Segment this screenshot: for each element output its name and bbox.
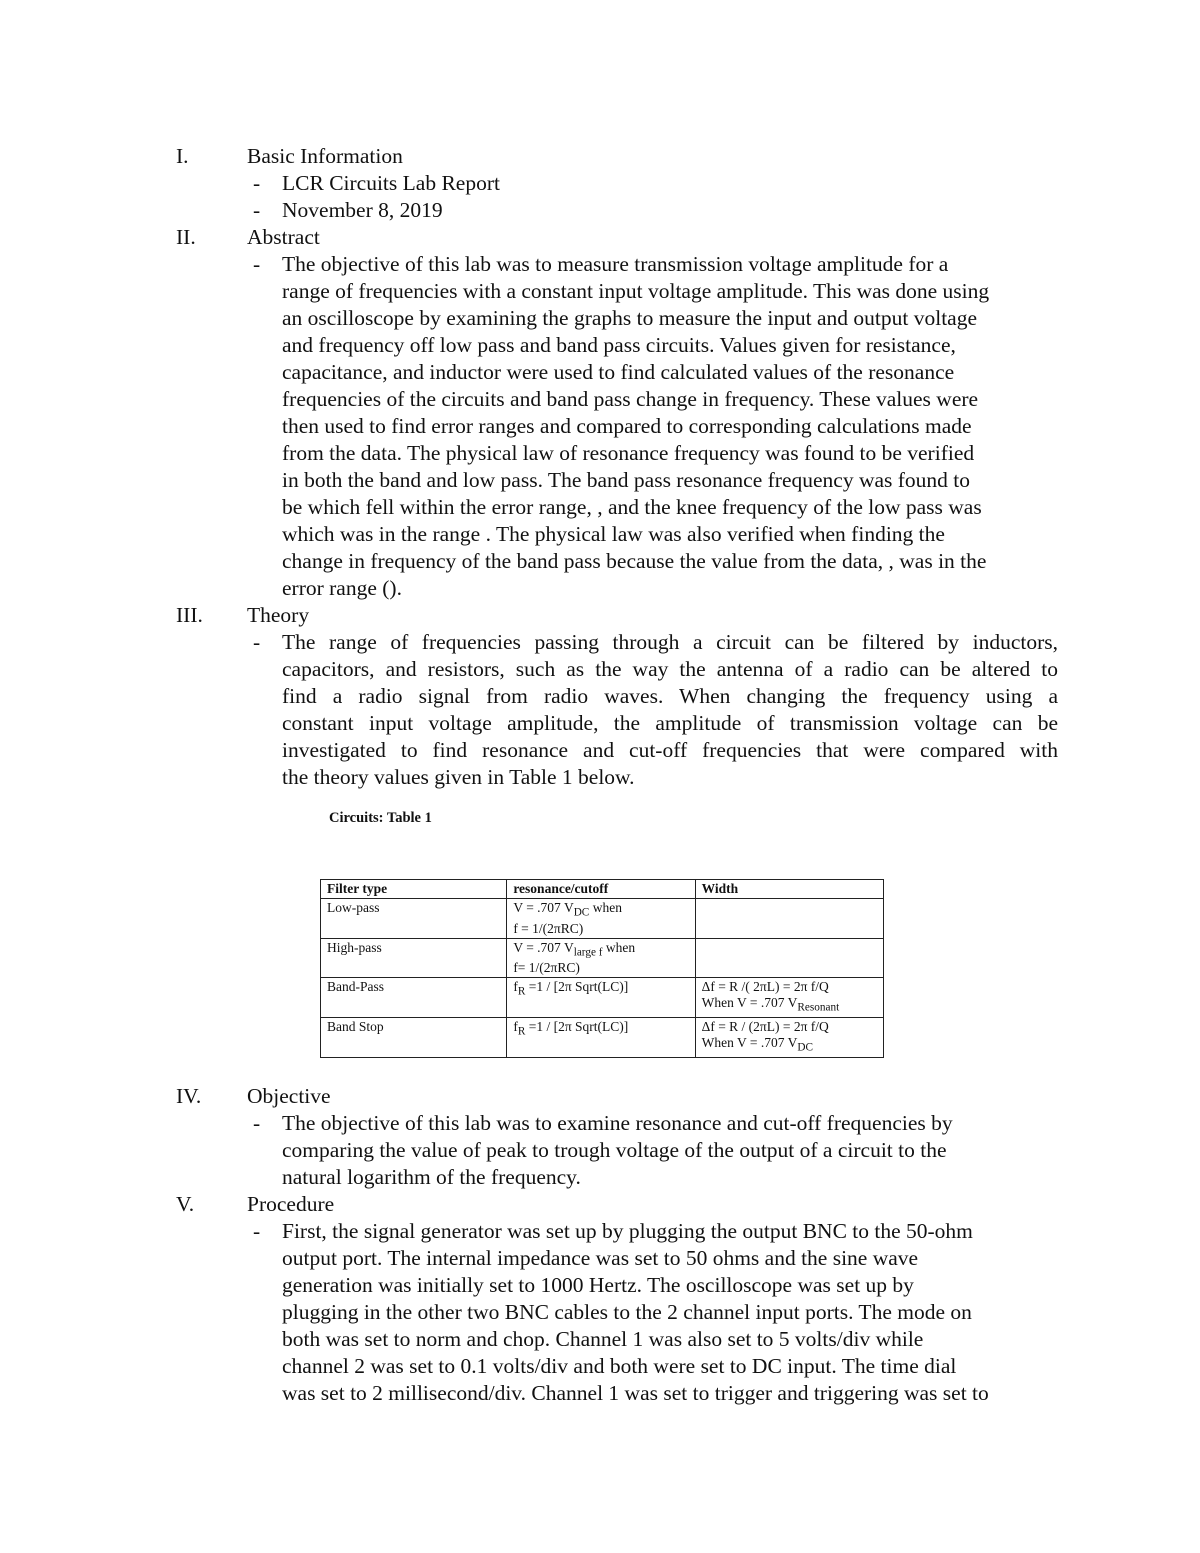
text-line: The objective of this lab was to measure transmission voltage amplitude for a xyxy=(282,252,949,276)
section-number: IV. xyxy=(176,1084,202,1108)
text-line: generation was initially set to 1000 Hertz. The oscilloscope was set up by xyxy=(282,1273,914,1297)
section-title: Theory xyxy=(247,603,310,627)
column-header: resonance/cutoff xyxy=(507,880,695,899)
width-cell xyxy=(695,899,883,939)
section-procedure xyxy=(176,1191,1076,1407)
text-line: be which fell within the error range, , and the knee frequency of the low pass was xyxy=(282,495,982,519)
text-line: error range (). xyxy=(282,576,402,600)
procedure-paragraph: - First, the signal generator was set up by plugging the output BNC to the 50-ohm output port. The internal impedance was set to 50 ohms and the sine wave generation was initially set to 1000 Hertz. The oscilloscope was set up by plugging in the other two BNC cables to the 2 channel input ports. The mode on both was set to norm and chop. Channel 1 was also set to 5 volts/div while channel 2 was set to 0.1 volts/div and both were set to DC input. The time dial was set to 2 millisecond/div. Channel 1 was set to trigger and triggering was set to xyxy=(176,1218,1076,1407)
text-line: capacitors, and resistors, such as the way the antenna of a radio can be altered to xyxy=(282,657,1058,681)
circuits-table xyxy=(320,879,884,1058)
column-header: Width xyxy=(695,880,883,899)
text-line: investigated to find resonance and cut-off frequencies that were compared with xyxy=(282,738,1058,762)
width-cell xyxy=(695,938,883,978)
section-title: Objective xyxy=(247,1084,331,1108)
section-heading xyxy=(176,143,1076,170)
section-title: Abstract xyxy=(247,225,320,249)
table-row xyxy=(321,938,884,978)
bullet-item: - LCR Circuits Lab Report xyxy=(176,170,1076,197)
text-line: find a radio signal from radio waves. When changing the frequency using a xyxy=(282,684,1058,708)
text-line: constant input voltage amplitude, the amplitude of transmission voltage can be xyxy=(282,711,1058,735)
table-row xyxy=(321,978,884,1018)
section-theory xyxy=(176,602,1076,791)
filter-type-cell: High-pass xyxy=(321,938,507,978)
text-line: both was set to norm and chop. Channel 1 was also set to 5 volts/div while xyxy=(282,1327,924,1351)
text-line: was set to 2 millisecond/div. Channel 1 was set to trigger and triggering was set to xyxy=(282,1381,989,1405)
table-header-row xyxy=(321,880,884,899)
section-basic-information xyxy=(176,143,1076,224)
bullet-item: - November 8, 2019 xyxy=(176,197,1076,224)
text-line: the theory values given in Table 1 below. xyxy=(282,765,635,789)
resonance-cell: V = .707 $V_{large f}$ when f= 1/(2πRC) xyxy=(507,938,695,978)
objective-paragraph: - The objective of this lab was to examine resonance and cut-off frequencies by comparing the value of peak to trough voltage of the output of a circuit to the natural logarithm of the frequency. xyxy=(176,1110,1076,1191)
section-number: V. xyxy=(176,1192,195,1216)
section-number: II. xyxy=(176,225,196,249)
text-line: The range of frequencies passing through a circuit can be filtered by inductors, xyxy=(282,630,1058,654)
text-line: The objective of this lab was to examine resonance and cut-off frequencies by xyxy=(282,1111,953,1135)
filter-type-cell: Band Stop xyxy=(321,1018,507,1058)
text-line: change in frequency of the band pass because the value from the data, , was in the xyxy=(282,549,987,573)
abstract-paragraph: - The objective of this lab was to measure transmission voltage amplitude for a range of frequencies with a constant input voltage amplitude. This was done using an oscilloscope by examining the graphs to measure the input and output voltage and frequency off low pass and band pass circuits. Values given for resistance, capacitance, and inductor were used to find calculated values of the resonance frequencies of the circuits and band pass change in frequency. These values were then used to find error ranges and compared to corresponding calculations made from the data. The physical law of resonance frequency was found to be verified in both the band and low pass. The band pass resonance frequency was found to be which fell within the error range, , and the knee frequency of the low pass was which was in the range . The physical law was also verified when finding the change in frequency of the band pass because the value from the data, , was in the error range (). xyxy=(176,251,1076,602)
filter-type-cell: Band-Pass xyxy=(321,978,507,1018)
section-heading xyxy=(176,1191,1076,1218)
width-cell: Δf = R /( 2πL) = 2π f/Q When V = .707 $V_{Resonant}$ xyxy=(695,978,883,1018)
section-title: Procedure xyxy=(247,1192,335,1216)
text-line: frequencies of the circuits and band pass change in frequency. These values were xyxy=(282,387,979,411)
section-objective xyxy=(176,1083,1076,1191)
filter-type-cell: Low-pass xyxy=(321,899,507,939)
section-number: I. xyxy=(176,144,189,168)
report-title: LCR Circuits Lab Report xyxy=(282,171,500,195)
table-caption: Circuits: Table 1 xyxy=(329,810,432,826)
table-row xyxy=(321,1018,884,1058)
text-line: capacitance, and inductor were used to find calculated values of the resonance xyxy=(282,360,955,384)
resonance-cell: $f_R =1 / [2\pi$ Sqrt(LC)] xyxy=(507,978,695,1018)
section-title: Basic Information xyxy=(247,144,403,168)
theory-paragraph: - The range of frequencies passing through a circuit can be filtered by inductors, capacitors, and resistors, such as the way the antenna of a radio can be altered to find a radio signal from radio waves. When changing the frequency using a constant input voltage amplitude, the amplitude of transmission voltage can be investigated to find resonance and cut-off frequencies that were compared with the theory values given in Table 1 below. xyxy=(253,630,1058,789)
text-line: channel 2 was set to 0.1 volts/div and both were set to DC input. The time dial xyxy=(282,1354,957,1378)
text-line: from the data. The physical law of resonance frequency was found to be verified xyxy=(282,441,975,465)
text-line: in both the band and low pass. The band pass resonance frequency was found to xyxy=(282,468,971,492)
width-cell: Δf = R / (2πL) = 2π f/Q When V = .707 $V_{DC}$ xyxy=(695,1018,883,1058)
text-line: natural logarithm of the frequency. xyxy=(282,1165,581,1189)
text-line: First, the signal generator was set up by plugging the output BNC to the 50-ohm xyxy=(282,1219,973,1243)
section-number: III. xyxy=(176,603,203,627)
text-line: which was in the range . The physical law was also verified when finding the xyxy=(282,522,945,546)
section-abstract xyxy=(176,224,1076,602)
resonance-cell: V = .707 $V_{DC}$ when f = 1/(2πRC) xyxy=(507,899,695,939)
text-line: output port. The internal impedance was set to 50 ohms and the sine wave xyxy=(282,1246,919,1270)
section-heading xyxy=(176,1083,1076,1110)
text-line: range of frequencies with a constant input voltage amplitude. This was done using xyxy=(282,279,990,303)
section-heading xyxy=(176,224,1076,251)
text-line: plugging in the other two BNC cables to the 2 channel input ports. The mode on xyxy=(282,1300,972,1324)
resonance-cell: $f_R =1 / [2\pi$ Sqrt(LC)] xyxy=(507,1018,695,1058)
text-line: comparing the value of peak to trough voltage of the output of a circuit to the xyxy=(282,1138,947,1162)
report-date: November 8, 2019 xyxy=(282,198,443,222)
section-heading xyxy=(176,602,1076,629)
text-line: then used to find error ranges and compared to corresponding calculations made xyxy=(282,414,972,438)
column-header: Filter type xyxy=(321,880,507,899)
text-line: and frequency off low pass and band pass circuits. Values given for resistance, xyxy=(282,333,956,357)
table-row xyxy=(321,899,884,939)
text-line: an oscilloscope by examining the graphs to measure the input and output voltage xyxy=(282,306,978,330)
